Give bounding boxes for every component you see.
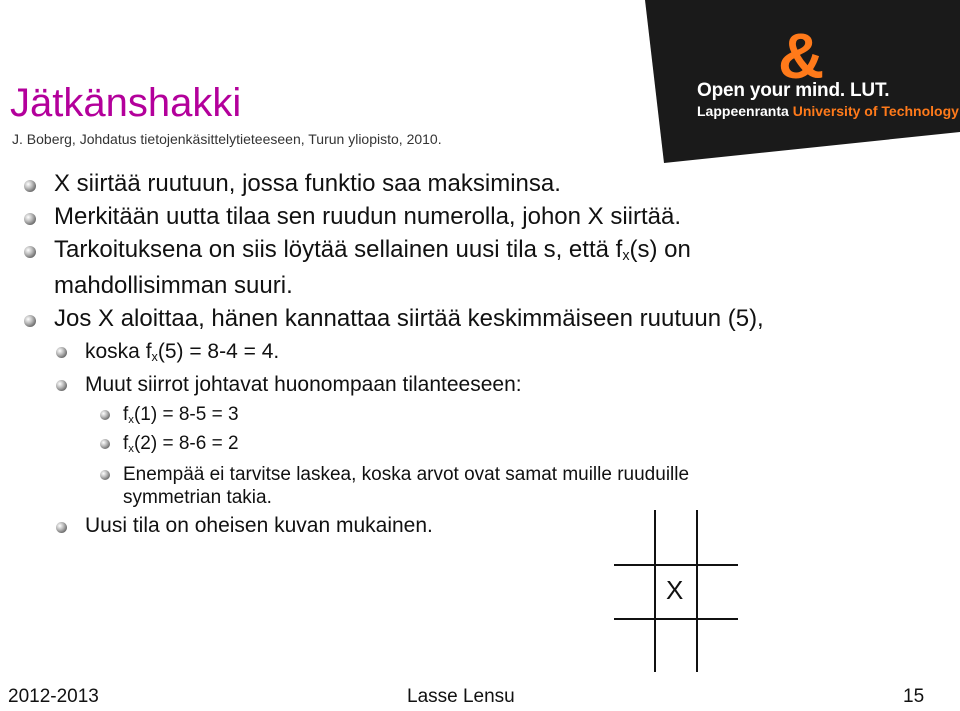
bullet-4-2-2: $f_x(2) = 8-6 = 2$ [123,433,239,455]
bullet-icon [100,410,110,420]
slide-source: J. Boberg, Johdatus tietojenkäsittelytieteeseen, Turun yliopisto, 2010. [12,131,442,147]
bullet-icon [24,246,36,258]
board-cell-5-mark: X [666,575,684,605]
bullet-3: Tarkoituksena on siis löytää sellainen uusi tila s, että $f_x(s)$ on [54,236,691,264]
bullet-icon [24,315,36,327]
slide-title: Jätkänshakki [10,81,242,125]
bullet-icon [56,380,67,391]
bullet-icon [56,347,67,358]
bullet-4-2: Muut siirrot johtavat huonompaan tilanteeseen: [85,373,522,396]
footer-year: 2012-2013 [8,686,99,707]
bullet-4-2-3-continuation: symmetrian takia. [123,487,272,508]
logo-university: Lappeenranta University of Technology [697,103,959,119]
bullet-4-2-3: Enempää ei tarvitse laskea, koska arvot ovat samat muille ruuduille [123,464,690,485]
bullet-icon [24,213,36,225]
footer-author: Lasse Lensu [407,686,515,707]
bullet-icon [100,439,110,449]
lut-logo-symbol: & [778,20,825,92]
bullet-icon [56,522,67,533]
bullet-5: Uusi tila on oheisen kuvan mukainen. [85,514,433,537]
bullet-icon [100,470,110,480]
bullet-4-2-1: $f_x(1) = 8-5 = 3$ [123,404,239,426]
bullet-icon [24,180,36,192]
logo-slogan: Open your mind. LUT. [697,80,890,101]
bullet-3-continuation: mahdollisimman suuri. [54,272,293,299]
footer-page-number: 15 [903,686,925,707]
bullet-4: Jos X aloittaa, hänen kannattaa siirtää keskimmäiseen ruutuun (5), [54,305,764,332]
bullet-1: X siirtää ruutuun, jossa funktio saa maksiminsa. [54,170,561,197]
bullet-4-1: koska $f_x(5) = 8-4 = 4$. [85,340,280,364]
bullet-2: Merkitään uutta tilaa sen ruudun numerolla, johon X siirtää. [54,203,682,230]
